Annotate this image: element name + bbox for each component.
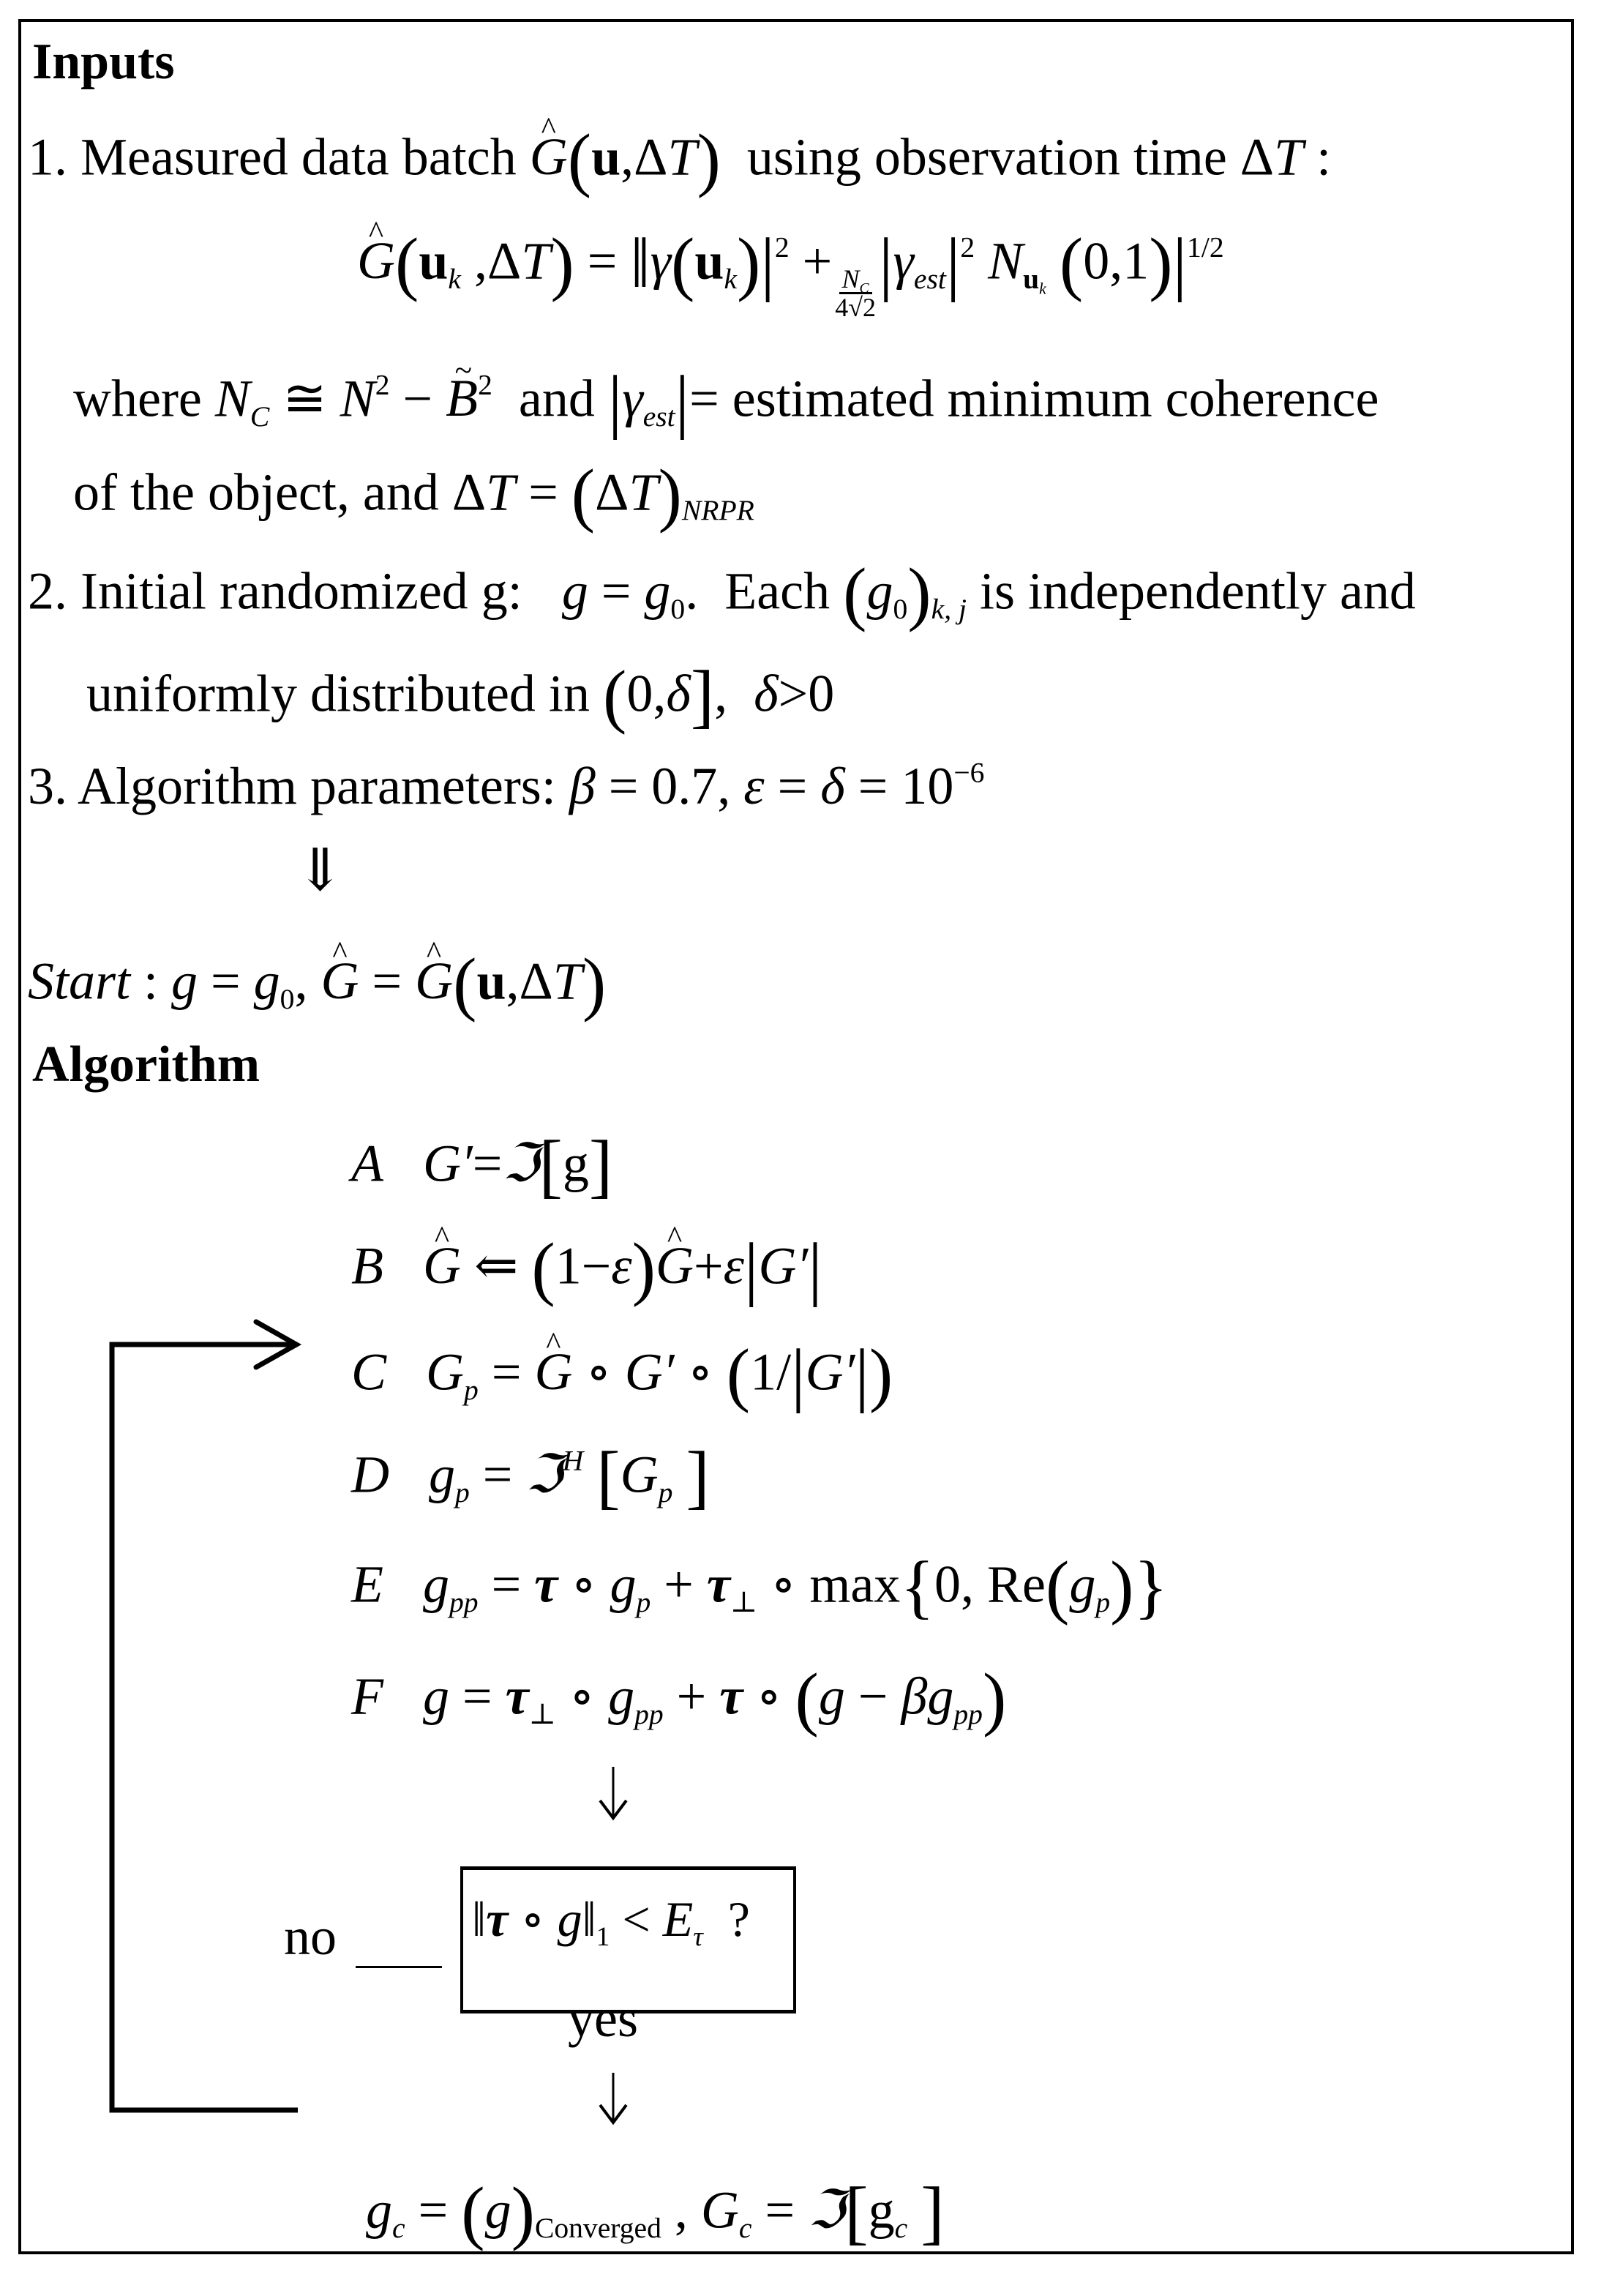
step-f: F $g = \tau_\perp$ ∘ $g_{pp} + \tau$ ∘ $(g - \beta g_{pp})$	[351, 1659, 1007, 1738]
item1-prefix: 1. Measured data batch	[28, 127, 530, 187]
step-b: B ^ G ⇐ (1−ε)^ G+ε|G′|	[351, 1233, 822, 1304]
no-label: no	[284, 1907, 337, 1966]
step-e: E $g_{pp} = \tau$ ∘ $g_p + \tau_\perp$ ∘ max{0, $Re(g_p)$}	[351, 1547, 1169, 1626]
convergence-condition: ‖τ ∘ $g‖_1 < E_\tau$ ?	[472, 1891, 750, 1953]
step-d: D $g_p$ = ℑ$^H$ [$G_p$ ]	[351, 1437, 710, 1517]
g-hat-symbol: ^ G	[530, 130, 568, 183]
converged-output: $g_c = (g)_{Converged}$ , $G_c$ = $ℑ[g_c$ ]	[366, 2173, 945, 2252]
input-item-2-cont: uniformly distributed in (0,δ], δ>0	[86, 657, 835, 736]
object-clause: of the object, and $\Delta T = (\Delta T)_{NRPR}$	[73, 455, 754, 534]
input-item-1: 1. Measured data batch ^ G(u,ΔT) using observation time ΔT :	[28, 124, 1331, 195]
step-a: A G′=ℑ[g]	[351, 1126, 613, 1205]
measured-data-formula: ^ $G(u_k$ $,\Delta T) = ‖\gamma(u_k)|^2$ + $\frac{N_C}{4√2}$ $|\gamma_{est}|^2$ $N_{u_k}$ $(0,1)|^{1/2}$	[357, 228, 1224, 321]
yes-label: yes	[568, 1989, 638, 2048]
input-item-3: 3. Algorithm parameters: β = 0.7, $\varepsilon = \delta = 10^{-6}$	[28, 756, 985, 815]
double-down-arrow-icon: ⇓	[296, 839, 345, 903]
start-line: Start : $g = g_0$, ^ G = ^ G(u,ΔT)	[28, 949, 606, 1020]
algorithm-heading: Algorithm	[32, 1036, 260, 1093]
where-clause: where $N_C$ ≅ $N^2$ − ~ $B^2$ and $|\gamma_{est}|=$ estimated minimum coherence	[73, 366, 1379, 437]
inputs-heading: Inputs	[32, 34, 175, 90]
step-c: C $G_p$ = ^ G ∘ G′ ∘ (1/|G′|)	[351, 1339, 893, 1410]
input-item-2: 2. Initial randomized g: $g = g_0$. Each $(g_0)_{k, j}$ is independently and	[28, 554, 1416, 633]
item1-suffix: using observation time ΔT :	[746, 127, 1332, 187]
